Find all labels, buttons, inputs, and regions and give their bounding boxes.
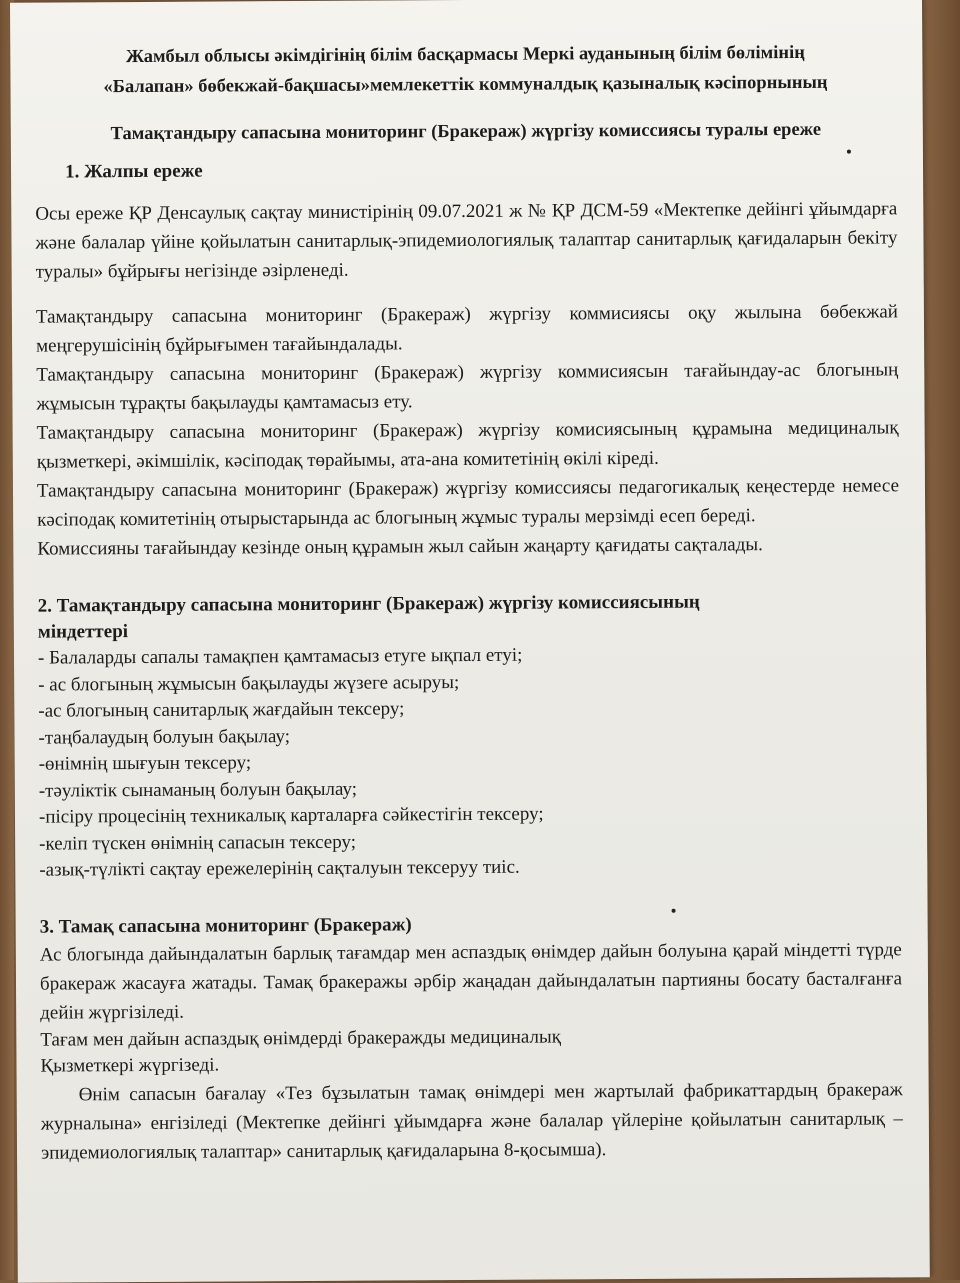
section-2-heading-cont: міндеттері <box>37 621 129 643</box>
paper-speck <box>672 909 676 913</box>
list-item: -тәуліктік сынаманың болуын бақылау; <box>38 778 358 802</box>
section-1-heading: 1. Жалпы ереже <box>64 160 203 183</box>
list-item: - ас блогының жұмысын бақылауды жүзеге асыруы; <box>38 671 460 696</box>
section-1-paragraph: Тамақтандыру сапасына мониторинг (Бракераж) жүргізу коммисиясын тағайындау-ас блогының жұмысын тұрақты бақылауды қамтамасыз ету. <box>36 359 899 415</box>
list-item: - Балаларды сапалы тамақпен қамтамасыз етуге ықпал етуі; <box>37 644 523 669</box>
list-item: -келіп түскен өнімнің сапасын тексеру; <box>39 831 357 855</box>
list-item: -таңбалаудың болуын бақылау; <box>38 725 291 749</box>
section-3-paragraph: Тағам мен дайын аспаздық өнімдерді бракеражды медициналық <box>40 1025 562 1051</box>
header-line-1: Жамбыл облысы әкімдігінің білім басқармасы Меркі ауданының білім бөлімінің <box>125 42 805 68</box>
section-1-paragraph: Тамақтандыру сапасына мониторинг (Бракераж) жүргізу комисиясының құрамына медициналық қызметкері, әкімшілік, кәсіподақ төрайымы, ата-ана комитетінің өкілі кіреді. <box>36 417 899 473</box>
section-3-paragraph: Қызметкері жүргізеді. <box>40 1054 220 1077</box>
document-content <box>34 37 903 1167</box>
list-item: -пісіру процесінің техникалық карталарға сәйкестігін тексеру; <box>38 803 544 828</box>
section-1-paragraph: Комиссияны тағайындау кезінде оның құрамын жыл сайын жаңарту қағидаты сақталады. <box>37 534 763 560</box>
paper-speck <box>847 150 851 154</box>
section-3-paragraph: Ас блогында дайындалатын барлық тағамдар мен аспаздық өнімдер дайын болуына қарай міндетті түрде бракераж жасауға жатады. Тамақ бракеражы әрбір жаңадан дайындалатын партияны босату басталғанға дейін жүргізіледі. <box>39 938 903 1024</box>
list-item: -азық-түлікті сақтау ережелерінің сақталуын тексеруу тиіс. <box>39 856 520 881</box>
header-line-2: «Балапан» бөбекжай-бақшасы»мемлекеттік коммуналдық қазыналық кәсіпорнының <box>103 72 828 98</box>
section-1-paragraph: Тамақтандыру сапасына мониторинг (Бракераж) жүргізу коммисиясы оқу жылына бөбекжай меңгерушісінің бұйрығымен тағайындалады. <box>35 301 898 357</box>
section-3-heading: 3. Тамақ сапасына мониторинг (Бракераж) <box>39 913 412 938</box>
section-1-paragraph: Тамақтандыру сапасына мониторинг (Бракераж) жүргізу комиссиясы педагогикалық кеңестерде немесе кәсіподақ комитетінің отырыстарында ас блогының жұмыс туралы мерзімді есеп береді. <box>36 475 900 531</box>
section-2-heading: 2. Тамақтандыру сапасына мониторинг (Бракераж) жүргізу комиссиясының <box>37 591 700 617</box>
document-title: Тамақтандыру сапасына мониторинг (Бракераж) жүргізу комиссиясы туралы ереже <box>110 119 822 145</box>
list-item: -өнімнің шығуын тексеру; <box>38 752 252 775</box>
document-page <box>10 0 930 1283</box>
section-3-paragraph: Өнім сапасын бағалау «Тез бұзылатын тамақ өнімдері мен жартылай фабрикаттардың бракераж журналына» енгізіледі (Мектепке дейінгі ұйымдарға және балалар үйлеріне қойылатын санитарлық – эпидемиологиялық талаптар» санитарлық қағидаларына 8-қосымша). <box>40 1078 903 1164</box>
section-1-intro: Осы ереже ҚР Денсаулық сақтау министірінің 09.07.2021 ж № ҚР ДСМ-59 «Мектепке дейінгі ұйымдарға және балалар үйіне қойылатын санитарлық-эпидемиологиялық талаптар санитарлық қағидаларын бекіту туралы» бұйрығы негізінде әзірленеді. <box>35 198 898 283</box>
list-item: -ас блогының санитарлық жағдайын тексеру; <box>38 698 405 722</box>
